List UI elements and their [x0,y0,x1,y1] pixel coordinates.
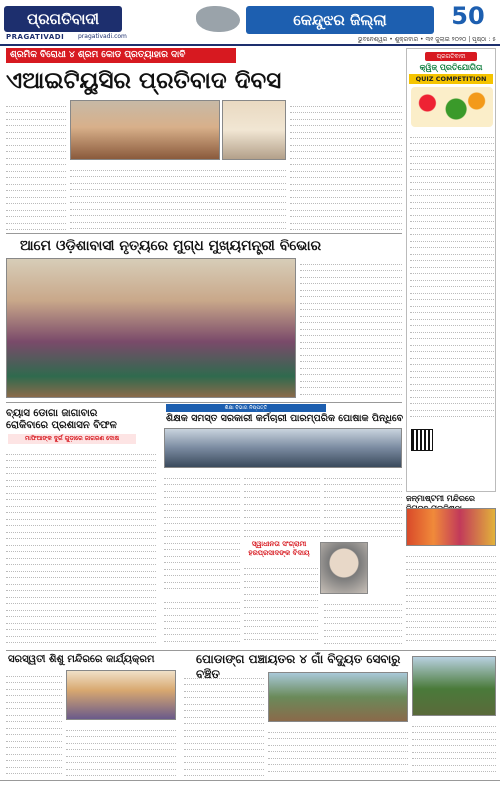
quiz-questions [410,131,494,421]
story4-kicker: ଶିକ୍ଷା ବିଭାଗ ନିଷ୍ପତ୍ତି [166,404,326,412]
story4-headline[interactable]: ଶିକ୍ଷକ ସମସ୍ତ ସରକାରୀ କର୍ମଚାରୀ ପାରମ୍ପରିକ ପୋଷାକ ପିନ୍ଧିବେ [166,413,404,424]
logo-subtitle: PRAGATIVADI [6,33,65,41]
story6-body-3 [324,598,402,644]
story6-portrait [320,542,368,594]
quiz-tag: ପ୍ରଗତିବାଦୀ [425,52,477,61]
newspaper-logo[interactable]: ପ୍ରଗତିବାଦୀ [4,6,122,32]
story3-subhead: ମାଫିଆଙ୍କ ଦୁର୍ଗ ଗୁଡ଼ାରେ ଜାଗରଣ ଦୋଷ [8,434,136,444]
quiz-competition-label: QUIZ COMPETITION [409,74,493,84]
story8-photo [268,672,408,722]
story7-body [6,670,62,776]
story6-body [244,562,318,644]
story7-headline[interactable]: ସରସ୍ୱତୀ ଶିଶୁ ମନ୍ଦିରରେ କାର୍ଯ୍ୟକ୍ରମ [8,654,155,665]
quiz-panel [406,48,496,492]
story4-photo [164,428,402,468]
story3-headline[interactable]: ବ୍ୟାସ ଡୋଗା ଜାଗାବାର ରୋକିବାରେ ପ୍ରଶାସନ ବିଫଳ [6,408,117,431]
anniversary-logo [440,4,496,34]
lead-kicker: ଶ୍ରମିକ ବିରୋଧୀ ୪ ଶ୍ରମ କୋଡ ପ୍ରତ୍ୟାହାର ଦାବି [6,48,236,63]
story4-body-3 [324,472,402,538]
lead-photo [70,100,220,160]
qr-code-icon [411,429,433,451]
story4-body-2 [244,472,320,538]
district-map-icon [196,6,240,32]
masthead-rule [0,44,500,46]
quiz-title: କ୍ୱିଜ୍ ପ୍ରତିଯୋଗିତା [419,63,483,72]
quiz-vegetables-image [411,87,493,127]
story2-body [300,258,402,398]
lead-body-col-1 [6,100,66,230]
story4-body-1 [164,472,240,592]
lead-body-col-3 [290,100,402,230]
masthead [0,0,500,44]
page-footer [0,780,500,788]
story3-body [6,448,156,648]
story8-body-3 [412,720,496,776]
district-banner: କେନ୍ଦୁଝର ଜିଲ୍ଲା [246,6,434,34]
story2-headline[interactable]: ଆମେ ଓଡ଼ିଶାବାସୀ ନୃତ୍ୟରେ ମୁଗ୍ଧ ମୁଖ୍ୟମନ୍ତ୍ରୀ ବିଭୋର [20,238,322,254]
story2-photo [6,258,296,398]
anniversary-number: 50 [451,2,485,30]
story7-photo [66,670,176,720]
lead-body-col-2 [70,164,286,230]
story6-body-2 [164,596,240,644]
section-divider [6,233,402,234]
story7-body-2 [66,724,176,776]
lead-photo-2 [222,100,286,160]
dateline: ଭୁବନେଶ୍ୱର • ଶୁକ୍ରବାର • ୩୧ ଜୁଲାଇ ୨୦୨୦ | ପୃଷ୍ଠା : ୫ [357,36,496,43]
story8-body-1 [184,672,264,776]
story8-headline[interactable]: ପୋଡାଙ୍ଗ ପଞ୍ଚାୟତର ୪ ଗାଁ ବିଦ୍ୟୁତ ସେବାରୁ ବଞ୍ଚିତ [196,652,401,681]
story6-headline[interactable]: ସ୍ୱାଧୀନତା ସଂଗ୍ରାମୀ ହରପ୍ରସାଦଙ୍କ ବିଦାୟ [248,540,310,557]
section-divider-3 [6,650,496,651]
story5-photo [406,508,496,546]
lead-headline[interactable]: ଏଆଇଟିୟୁସିର ପ୍ରତିବାଦ ଦିବସ [6,68,282,94]
story5-body [406,550,496,644]
section-divider-2 [6,402,402,403]
story8-body-2 [268,726,408,776]
logo-url: pragativadi.com [78,33,127,40]
story8-photo-2 [412,656,496,716]
story5-headline[interactable]: ଜନ୍ମାଷ୍ଟମୀ ମନ୍ଦିରରେ [406,494,475,503]
